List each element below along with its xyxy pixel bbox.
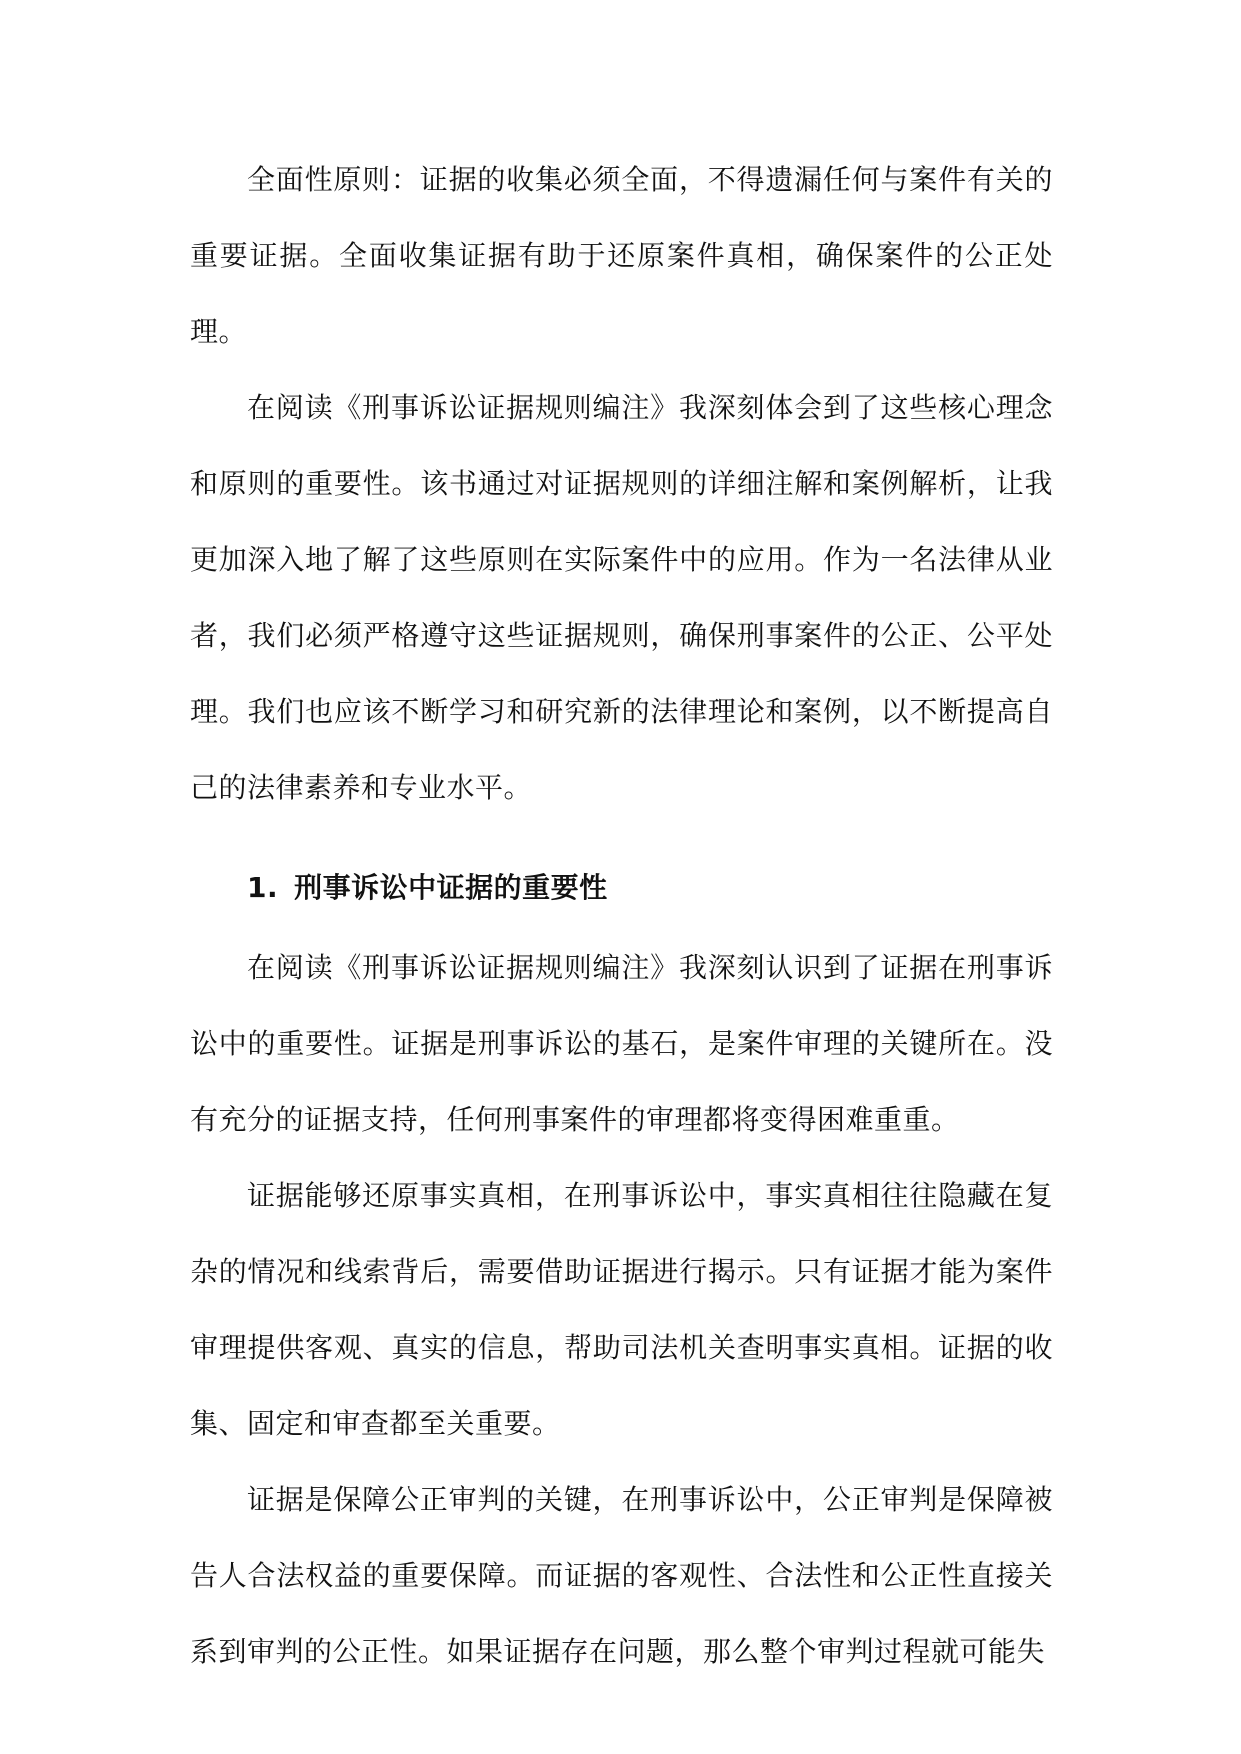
paragraph-comprehensiveness-principle: 全面性原则：证据的收集必须全面，不得遗漏任何与案件有关的重要证据。全面收集证据有助于还原案件真相，确保案件的公正处理。 [190,163,1053,348]
paragraph-restore-truth: 证据能够还原事实真相，在刑事诉讼中，事实真相往往隐藏在复杂的情况和线索背后，需要借助证据进行揭示。只有证据才能为案件审理提供客观、真实的信息，帮助司法机关查明事实真相。证据的收集、固定和审查都至关重要。 [190,1179,1053,1440]
section-heading [190,826,1053,930]
paragraph-evidence-importance: 在阅读《刑事诉讼证据规则编注》我深刻认识到了证据在刑事诉讼中的重要性。证据是刑事诉讼的基石，是案件审理的关键所在。没有充分的证据支持，任何刑事案件的审理都将变得困难重重。 [190,951,1053,1136]
section-title: 刑事诉讼中证据的重要性 [294,871,608,904]
paragraph-fair-trial: 证据是保障公正审判的关键，在刑事诉讼中，公正审判是保障被告人合法权益的重要保障。而证据的客观性、合法性和公正性直接关系到审判的公正性。如果证据存在问题，那么整个审判过程就可能失 [190,1483,1053,1668]
section-number: 1. [247,871,279,904]
paragraph-reading-reflection: 在阅读《刑事诉讼证据规则编注》我深刻体会到了这些核心理念和原则的重要性。该书通过对证据规则的详细注解和案例解析，让我更加深入地了解了这些原则在实际案件中的应用。作为一名法律从业者，我们必须严格遵守这些证据规则，确保刑事案件的公正、公平处理。我们也应该不断学习和研究新的法律理论和案例，以不断提高自己的法律素养和专业水平。 [190,391,1053,804]
document-body [190,142,1053,1690]
